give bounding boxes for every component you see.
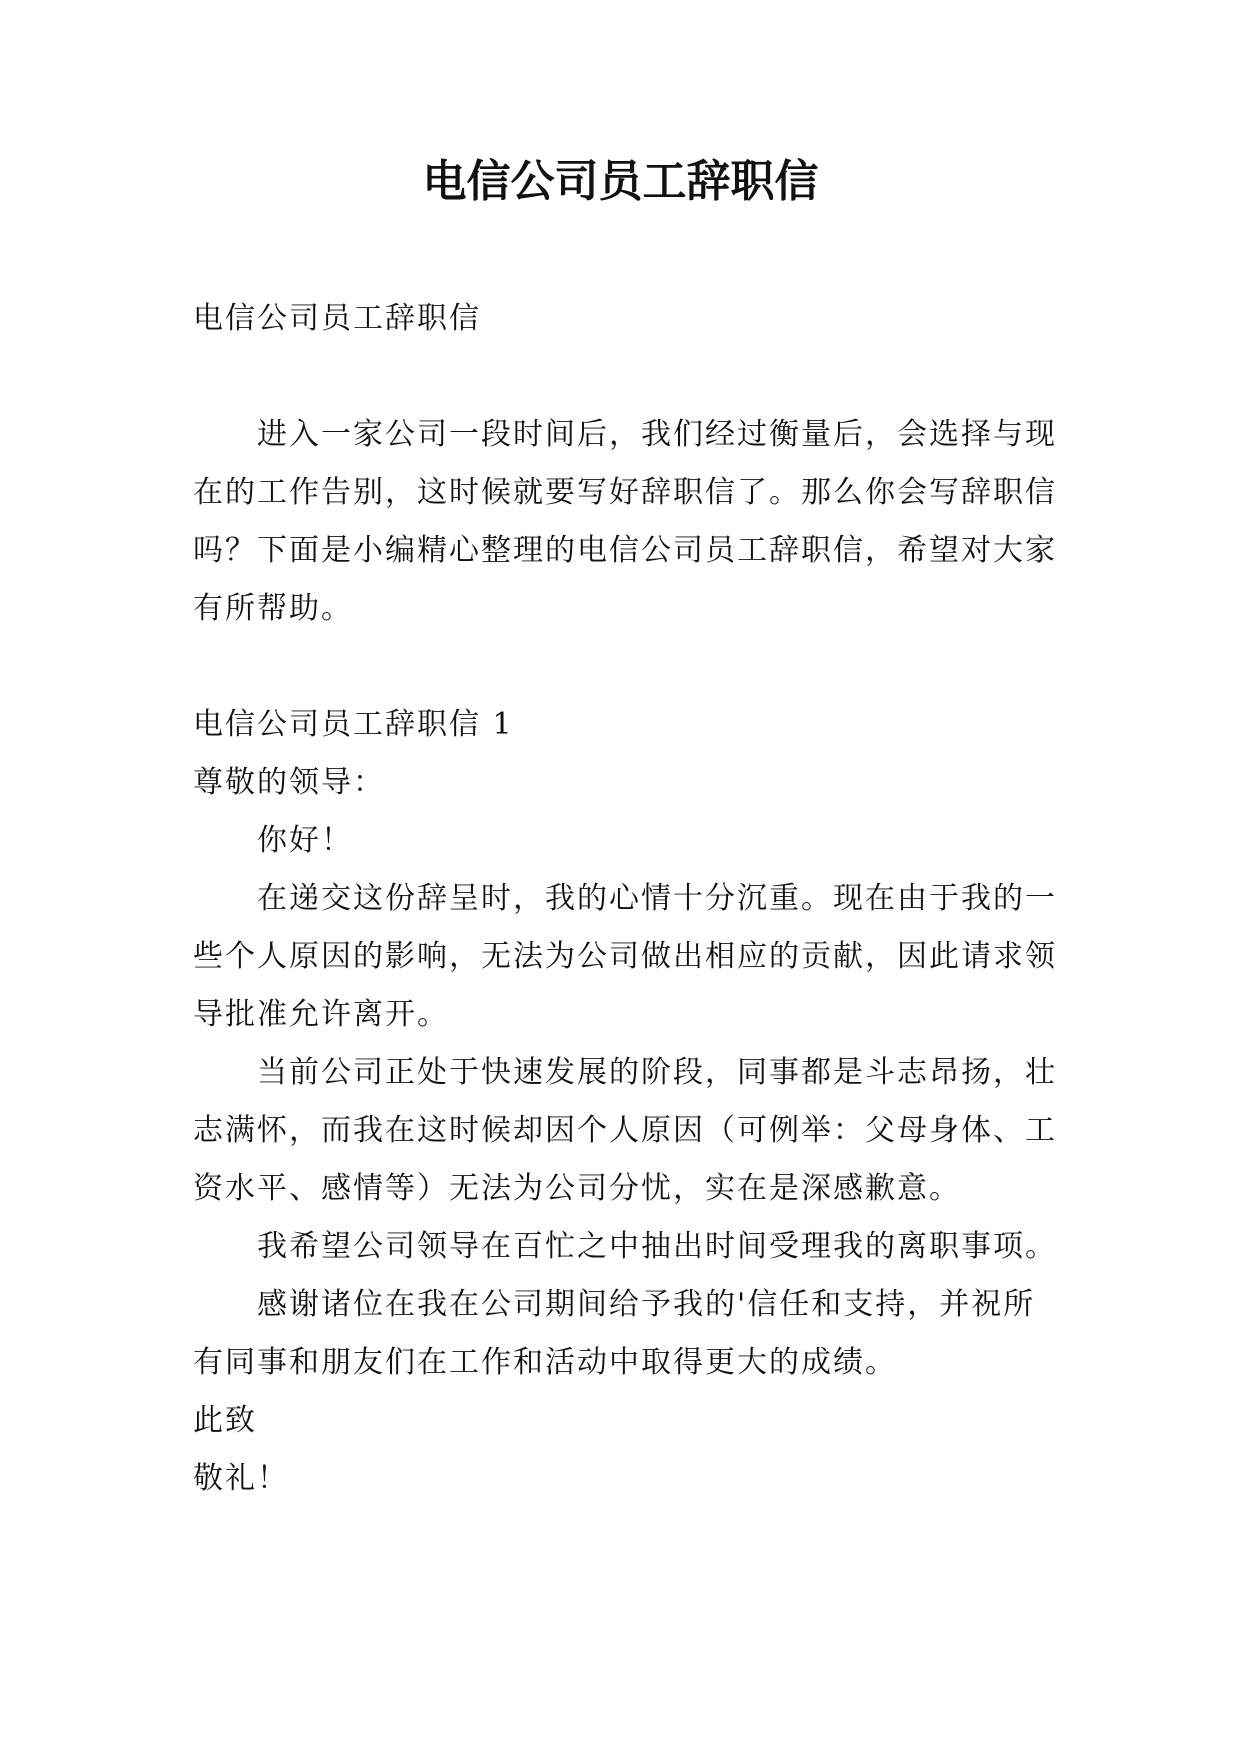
closing-line: 此致 — [193, 1403, 257, 1438]
document-body — [193, 290, 1061, 1508]
intro-paragraph: 进入一家公司一段时间后，我们经过衡量后，会选择与现在的工作告别，这时候就要写好辞职信了。那么你会写辞职信吗？下面是小编精心整理的电信公司员工辞职信，希望对大家有所帮助。 — [193, 417, 1057, 626]
body-paragraph: 我希望公司领导在百忙之中抽出时间受理我的离职事项。 — [257, 1229, 1057, 1264]
document-subtitle: 电信公司员工辞职信 — [193, 301, 481, 336]
body-paragraph: 当前公司正处于快速发展的阶段，同事都是斗志昂扬，壮志满怀，而我在这时候却因个人原因（可例举：父母身体、工资水平、感情等）无法为公司分忧，实在是深感歉意。 — [193, 1055, 1057, 1206]
section-heading: 电信公司员工辞职信 1 — [193, 707, 514, 742]
document-title: 电信公司员工辞职信 — [422, 156, 819, 207]
body-paragraph: 感谢诸位在我在公司期间给予我的'信任和支持，并祝所有同事和朋友们在工作和活动中取得更大的成绩。 — [193, 1287, 1036, 1380]
salutation: 尊敬的领导： — [193, 765, 385, 800]
greeting: 你好！ — [257, 823, 353, 858]
closing-regards: 敬礼！ — [193, 1461, 289, 1496]
body-paragraph: 在递交这份辞呈时，我的心情十分沉重。现在由于我的一些个人原因的影响，无法为公司做出相应的贡献，因此请求领导批准允许离开。 — [193, 881, 1057, 1032]
